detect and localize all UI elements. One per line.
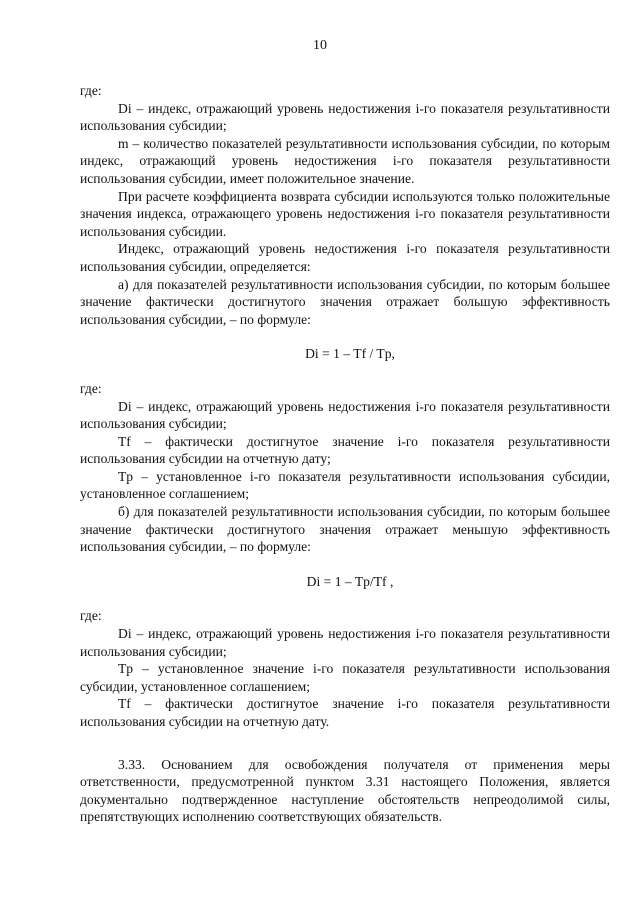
formula-a: Di = 1 – Tf / Tp, [305,346,395,362]
definition-tp: Tp – установленное значение i-го показателя результативности использования субсидии, установленное соглашением; [80,661,610,694]
where-label: где: [80,380,102,396]
paragraph-case-b: б) для показателей результативности использования субсидии, по которым большее значение фактически достигнутого значения отражает меньшую эффективность использования субсидии, – по формуле: [80,504,610,555]
document-body [80,82,610,826]
definition-di: Di – индекс, отражающий уровень недостижения i-го показателя результативности использования субсидии; [80,626,610,659]
paragraph-positive-values: При расчете коэффициента возврата субсидии используются только положительные значения индекса, отражающего уровень недостижения i-го показателя результативности использования субсидии. [80,188,610,239]
page-number: 10 [313,38,327,53]
definition-tf: Tf – фактически достигнутое значение i-го показателя результативности использования субсидии на отчетную дату; [80,433,610,467]
paragraph-index-definition: Индекс, отражающий уровень недостижения i-го показателя результативности использования субсидии, определяется: [80,241,610,274]
section-3-33: 3.33. Основанием для освобождения получателя от применения меры ответственности, предусмотренной пунктом 3.31 настоящего Положения, является документально подтвержденное наступление обстоятельств непреодолимой силы, препятствующих исполнению соответствующих обязательств. [80,756,610,825]
definition-di: Di – индекс, отражающий уровень недостижения i-го показателя результативности использования субсидии; [80,398,610,432]
where-label: где: [80,608,102,624]
where-label: где: [80,83,102,98]
formula-b: Di = 1 – Tp/Tf , [306,573,394,589]
definition-m: m – количество показателей результативности использования субсидии, по которым индекс, отражающий уровень недостижения i-го показателя результативности использования субсидии, имеет положительное значение. [80,135,610,186]
paragraph-case-a: а) для показателей результативности использования субсидии, по которым большее значение фактически достигнутого значения отражает большую эффективность использования субсидии, – по формуле: [80,276,610,327]
definition-tp: Tp – установленное i-го показателя результативности использования субсидии, установленное соглашением; [80,468,610,502]
definition-tf: Tf – фактически достигнутое значение i-го показателя результативности использования субсидии на отчетную дату. [80,696,610,729]
definition-di: Di – индекс, отражающий уровень недостижения i-го показателя результативности использования субсидии; [80,100,610,134]
